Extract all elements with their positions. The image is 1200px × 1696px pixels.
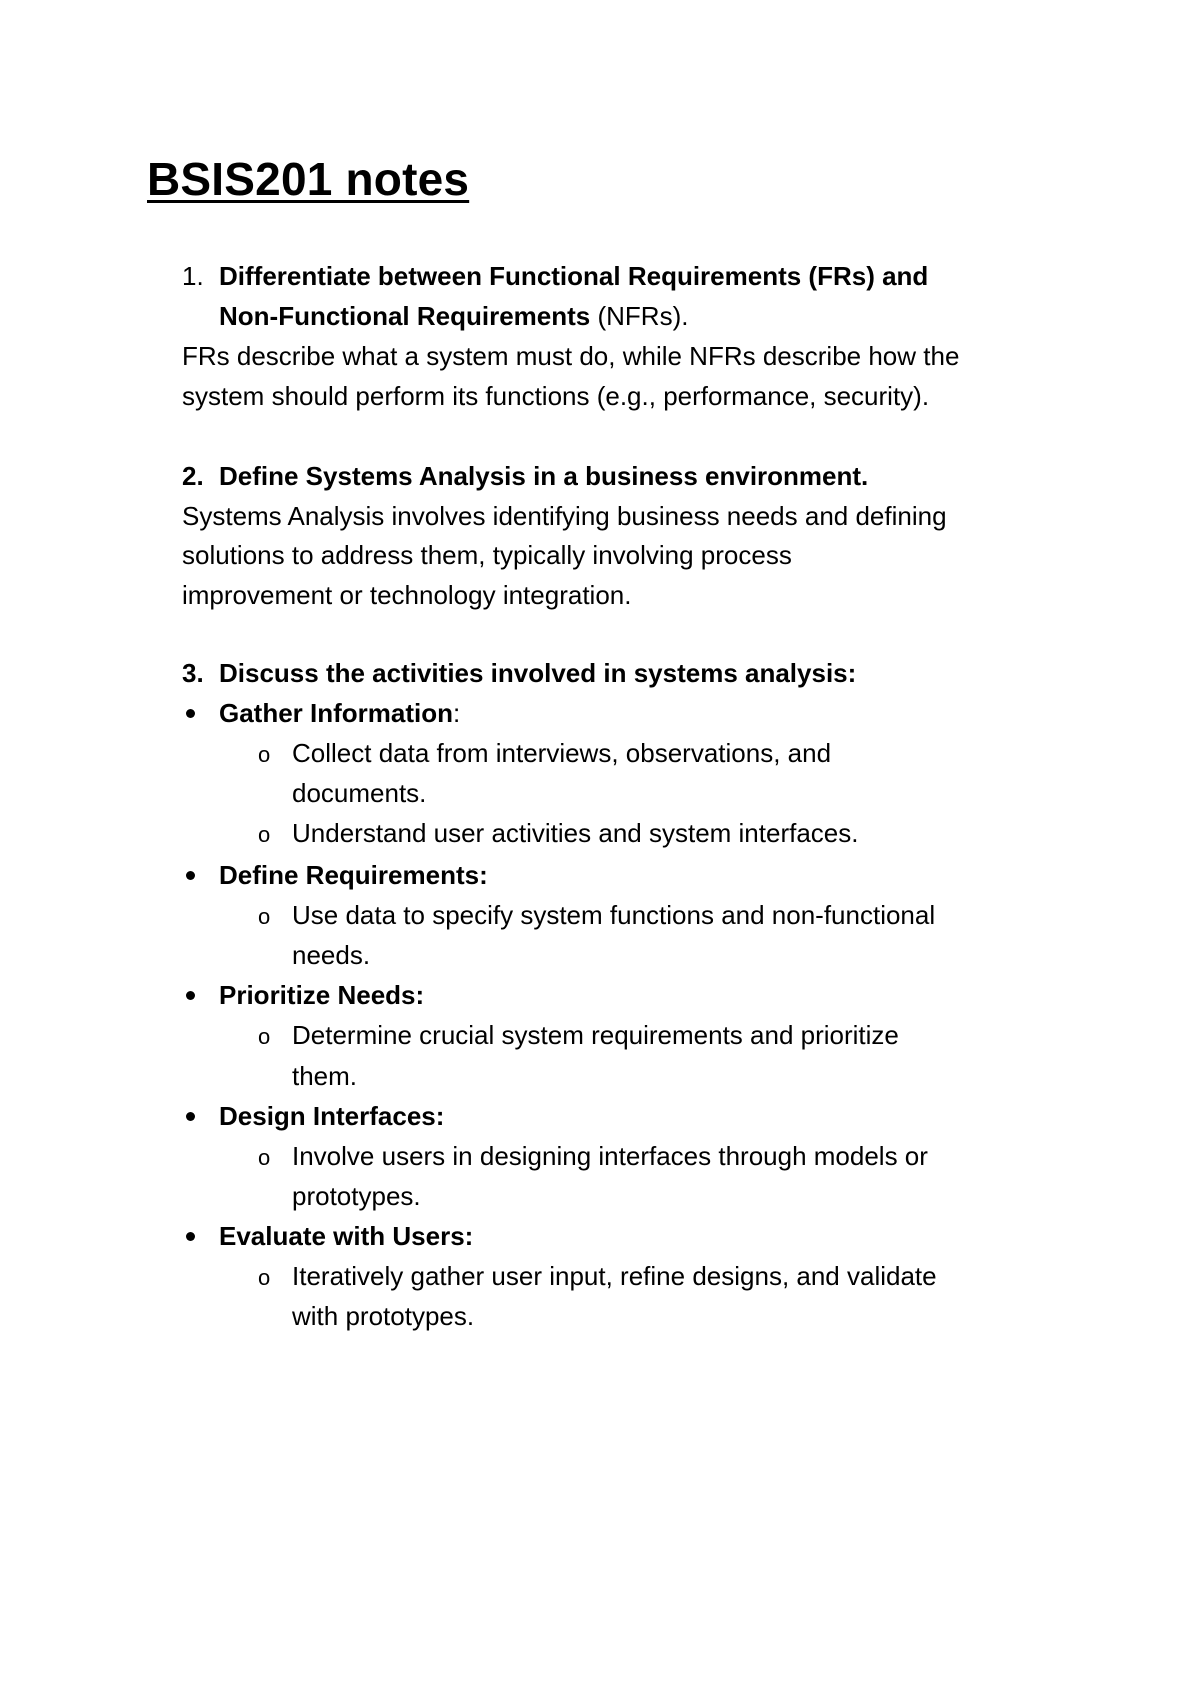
circle-bullet-icon: o xyxy=(258,1145,271,1170)
q2-answer-line3: improvement or technology integration. xyxy=(182,580,632,610)
q2-answer-line2: solutions to address them, typically involving process xyxy=(182,540,792,570)
activity-label-suffix: : xyxy=(453,698,461,728)
sub-item-line: documents. xyxy=(292,778,427,808)
sub-item-line: prototypes. xyxy=(292,1181,421,1211)
q1-number: 1. xyxy=(182,261,204,291)
q3-number: 3. xyxy=(182,658,204,688)
activity-define-requirements: Define Requirements: xyxy=(219,860,488,890)
sub-item-line: them. xyxy=(292,1061,358,1091)
bullet-icon xyxy=(186,709,195,718)
q3-heading: Discuss the activities involved in systems analysis: xyxy=(219,658,857,688)
sub-item-line: Involve users in designing interfaces through models or xyxy=(292,1141,928,1171)
bullet-icon xyxy=(186,1112,195,1121)
sub-item-line: Collect data from interviews, observations, and xyxy=(292,738,832,768)
q1-heading-line2-rest: (NFRs). xyxy=(590,301,689,331)
circle-bullet-icon: o xyxy=(258,742,271,767)
circle-bullet-icon: o xyxy=(258,822,271,847)
sub-item-line: Use data to specify system functions and non-functional xyxy=(292,900,936,930)
sub-item-line: Iteratively gather user input, refine designs, and validate xyxy=(292,1261,937,1291)
q2-answer-line1: Systems Analysis involves identifying business needs and defining xyxy=(182,501,947,531)
sub-item-line: with prototypes. xyxy=(292,1301,475,1331)
activity-label: Gather Information xyxy=(219,698,454,728)
q1-heading-line2 xyxy=(219,298,688,334)
activity-gather-information xyxy=(219,695,460,731)
bullet-icon xyxy=(186,871,195,880)
sub-item-line: Understand user activities and system interfaces. xyxy=(292,818,859,848)
sub-item-line: Determine crucial system requirements and prioritize xyxy=(292,1020,899,1050)
q1-heading-line1: Differentiate between Functional Requirements (FRs) and xyxy=(219,261,929,291)
q1-answer-line2: system should perform its functions (e.g., performance, security). xyxy=(182,381,930,411)
activity-design-interfaces: Design Interfaces: xyxy=(219,1101,445,1131)
bullet-icon xyxy=(186,991,195,1000)
q2-heading: Define Systems Analysis in a business environment. xyxy=(219,461,869,491)
sub-item-line: needs. xyxy=(292,940,371,970)
activity-evaluate-with-users: Evaluate with Users: xyxy=(219,1221,474,1251)
circle-bullet-icon: o xyxy=(258,1265,271,1290)
bullet-icon xyxy=(186,1232,195,1241)
q2-number: 2. xyxy=(182,461,204,491)
circle-bullet-icon: o xyxy=(258,1024,271,1049)
activity-prioritize-needs: Prioritize Needs: xyxy=(219,980,425,1010)
circle-bullet-icon: o xyxy=(258,904,271,929)
q1-answer-line1: FRs describe what a system must do, while NFRs describe how the xyxy=(182,341,960,371)
page-title: BSIS201 notes xyxy=(147,153,470,205)
q1-heading-line2-bold: Non-Functional Requirements xyxy=(219,301,591,331)
